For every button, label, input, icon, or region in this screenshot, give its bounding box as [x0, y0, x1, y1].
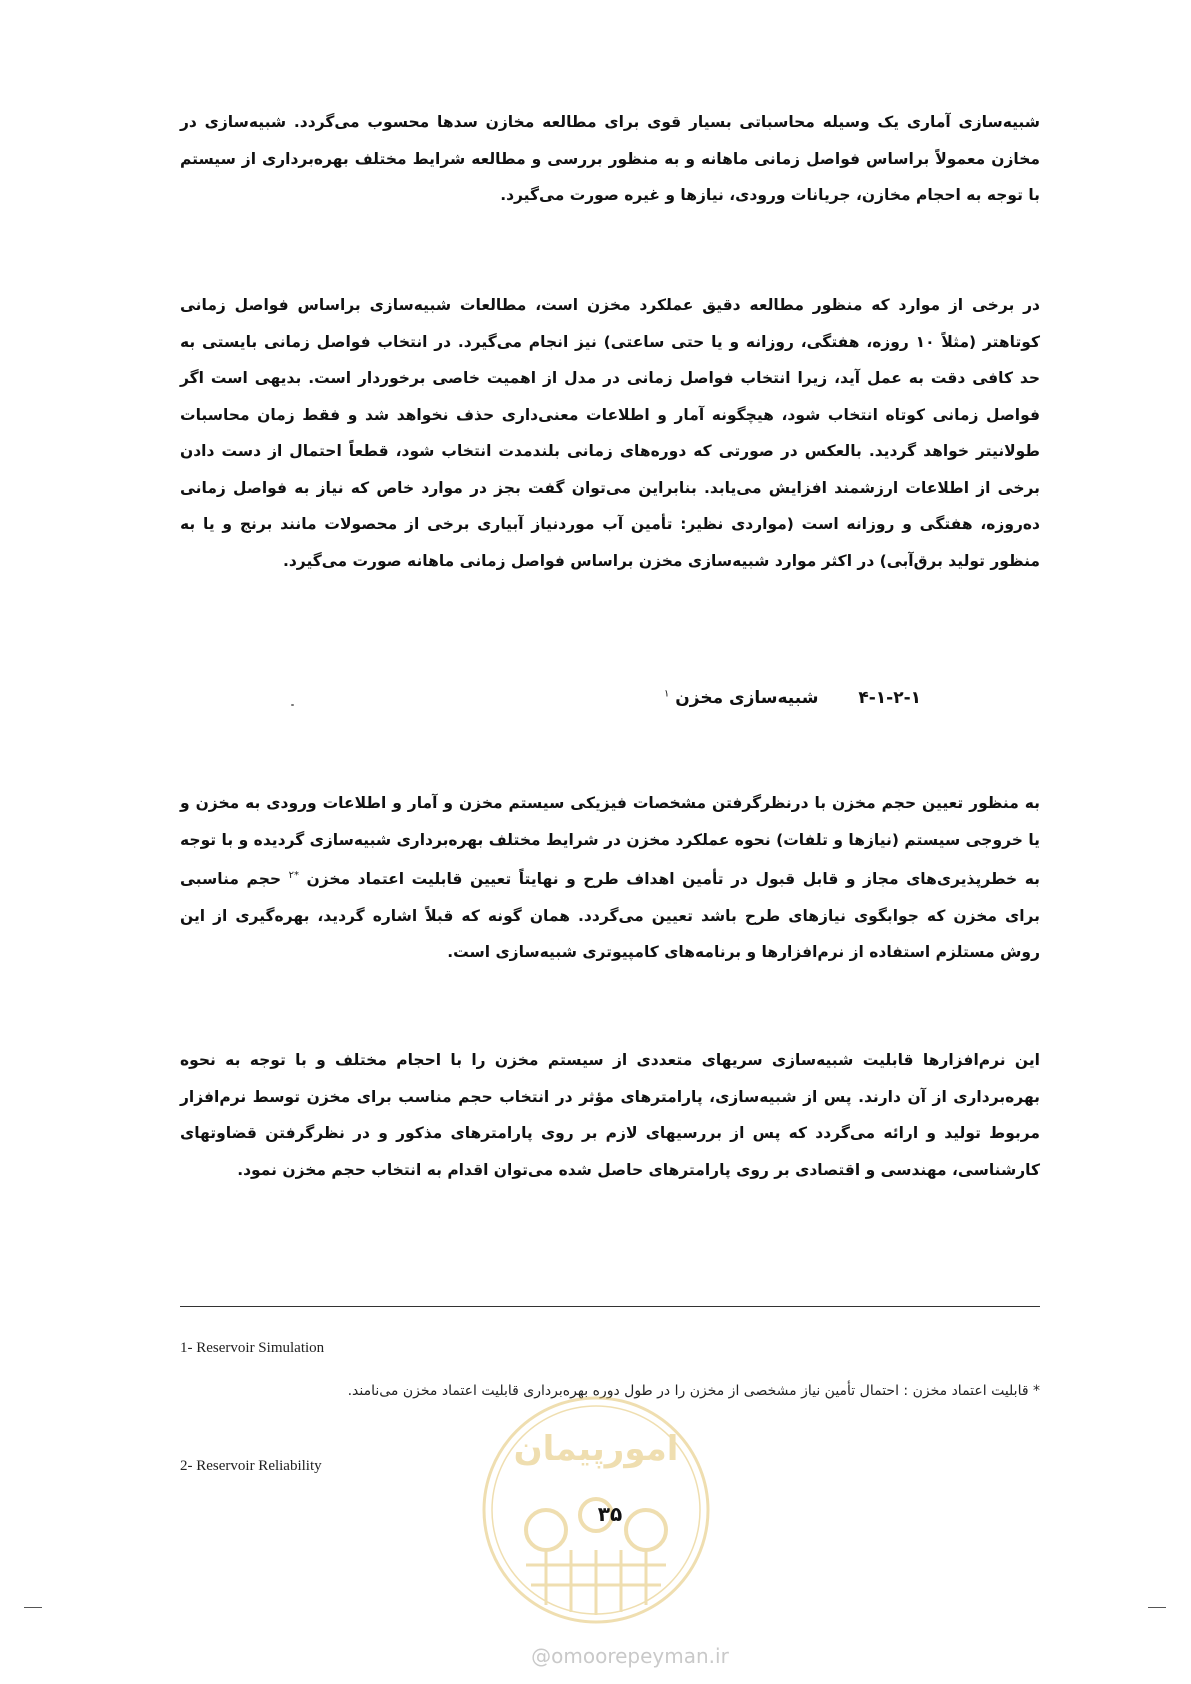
- section-number: ۴-۱-۲-۱: [858, 688, 921, 708]
- footnote-ref-star-2: *۲: [288, 870, 299, 881]
- footnote-star: * قابلیت اعتماد مخزن : احتمال تأمین نیاز مشخصی از مخزن را در طول دوره بهره‌برداری قابلیت اعتماد مخزن می‌نامند.: [347, 1383, 1040, 1399]
- crop-mark-right: [1148, 1607, 1166, 1608]
- paragraph-reservoir-volume-part2: حجم مناسبی برای مخزن که جوابگوی نیازهای طرح باشد تعیین می‌گردد. همان گونه که قبلاً اشاره گردید، بهره‌گیری از این روش مستلزم استفاده از نرم‌افزارها و برنامه‌های کامپیوتری شبیه‌سازی است.: [180, 870, 1040, 962]
- paragraph-intro: شبیه‌سازی آماری یک وسیله محاسباتی بسیار قوی برای مطالعه مخازن سدها محسوب می‌گردد. شبیه‌سازی در مخازن معمولاً براساس فواصل زمانی ماهانه و به منظور بررسی و مطالعه شرایط مختلف بهره‌برداری از سیستم با توجه به احجام مخازن، جریانات ورودی، نیازها و غیره صورت می‌گیرد.: [180, 113, 1040, 204]
- footnote-1: 1- Reservoir Simulation: [180, 1340, 325, 1356]
- watermark-url: @omoorepeyman.ir: [531, 1644, 729, 1668]
- svg-text:امورپیمان: امورپیمان: [513, 1429, 679, 1469]
- section-heading: [664, 688, 921, 708]
- section-footnote-ref: ۱: [663, 688, 670, 700]
- footnote-2: 2- Reservoir Reliability: [180, 1458, 322, 1474]
- scan-speck: [291, 704, 294, 706]
- page-number: ۳۵: [597, 1502, 623, 1526]
- footnote-divider: [180, 1306, 1040, 1307]
- crop-mark-left: [24, 1607, 42, 1608]
- paragraph-time-intervals: در برخی از موارد که منظور مطالعه دقیق عملکرد مخزن است، مطالعات شبیه‌سازی براساس فواصل زمانی کوتاهتر (مثلاً ۱۰ روزه، هفتگی، روزانه و یا حتی ساعتی) نیز انجام می‌گیرد. در انتخاب فواصل زمانی بایستی به حد کافی دقت به عمل آید، زیرا انتخاب فواصل زمانی در مدل از اهمیت خاصی برخوردار است. بدیهی است اگر فواصل زمانی کوتاه انتخاب شود، هیچگونه آمار و اطلاعات معنی‌داری حذف نخواهد شد و فقط زمان محاسبات طولانیتر خواهد گردید. بالعکس در صورتی که دوره‌های زمانی بلندمدت انتخاب شود، قطعاً احتمال از دست دادن برخی از اطلاعات ارزشمند افزایش می‌یابد. بنابراین می‌توان گفت بجز در موارد خاص که نیاز به فواصل زمانی ده‌روزه، هفتگی و روزانه است (مواردی نظیر: تأمین آب موردنیاز آبیاری برخی از محصولات مانند برنج و یا به منظور تولید برق‌آبی) در اکثر موارد شبیه‌سازی مخزن براساس فواصل زمانی ماهانه صورت می‌گیرد.: [180, 296, 1040, 570]
- paragraph-reservoir-volume: [180, 785, 1040, 971]
- paragraph-reservoir-volume-part1: به منظور تعیین حجم مخزن با درنظرگرفتن مشخصات فیزیکی سیستم مخزن و آمار و اطلاعات ورودی به مخزن و یا خروجی سیستم (نیازها و تلفات) نحوه عملکرد مخزن در شرایط مختلف بهره‌برداری شبیه‌سازی گردیده و با توجه به خطرپذیری‌های مجاز و قابل قبول در تأمین اهداف طرح و نهایتاً تعیین قابلیت اعتماد مخزن: [180, 794, 1040, 889]
- section-title: شبیه‌سازی مخزن: [675, 688, 819, 708]
- paragraph-software: این نرم‌افزارها قابلیت شبیه‌سازی سریهای متعددی از سیستم مخزن را با احجام مختلف و با توجه به نحوه بهره‌برداری از آن دارند. پس از شبیه‌سازی، پارامترهای مؤثر در انتخاب حجم مناسب برای مخزن توسط نرم‌افزار مربوط تولید و ارائه می‌گردد که پس از بررسیهای لازم بر روی پارامترهای مذکور و در نظرگرفتن قضاوتهای کارشناسی، مهندسی و اقتصادی بر روی پارامترهای حاصل شده می‌توان اقدام به انتخاب حجم مخزن نمود.: [180, 1051, 1040, 1179]
